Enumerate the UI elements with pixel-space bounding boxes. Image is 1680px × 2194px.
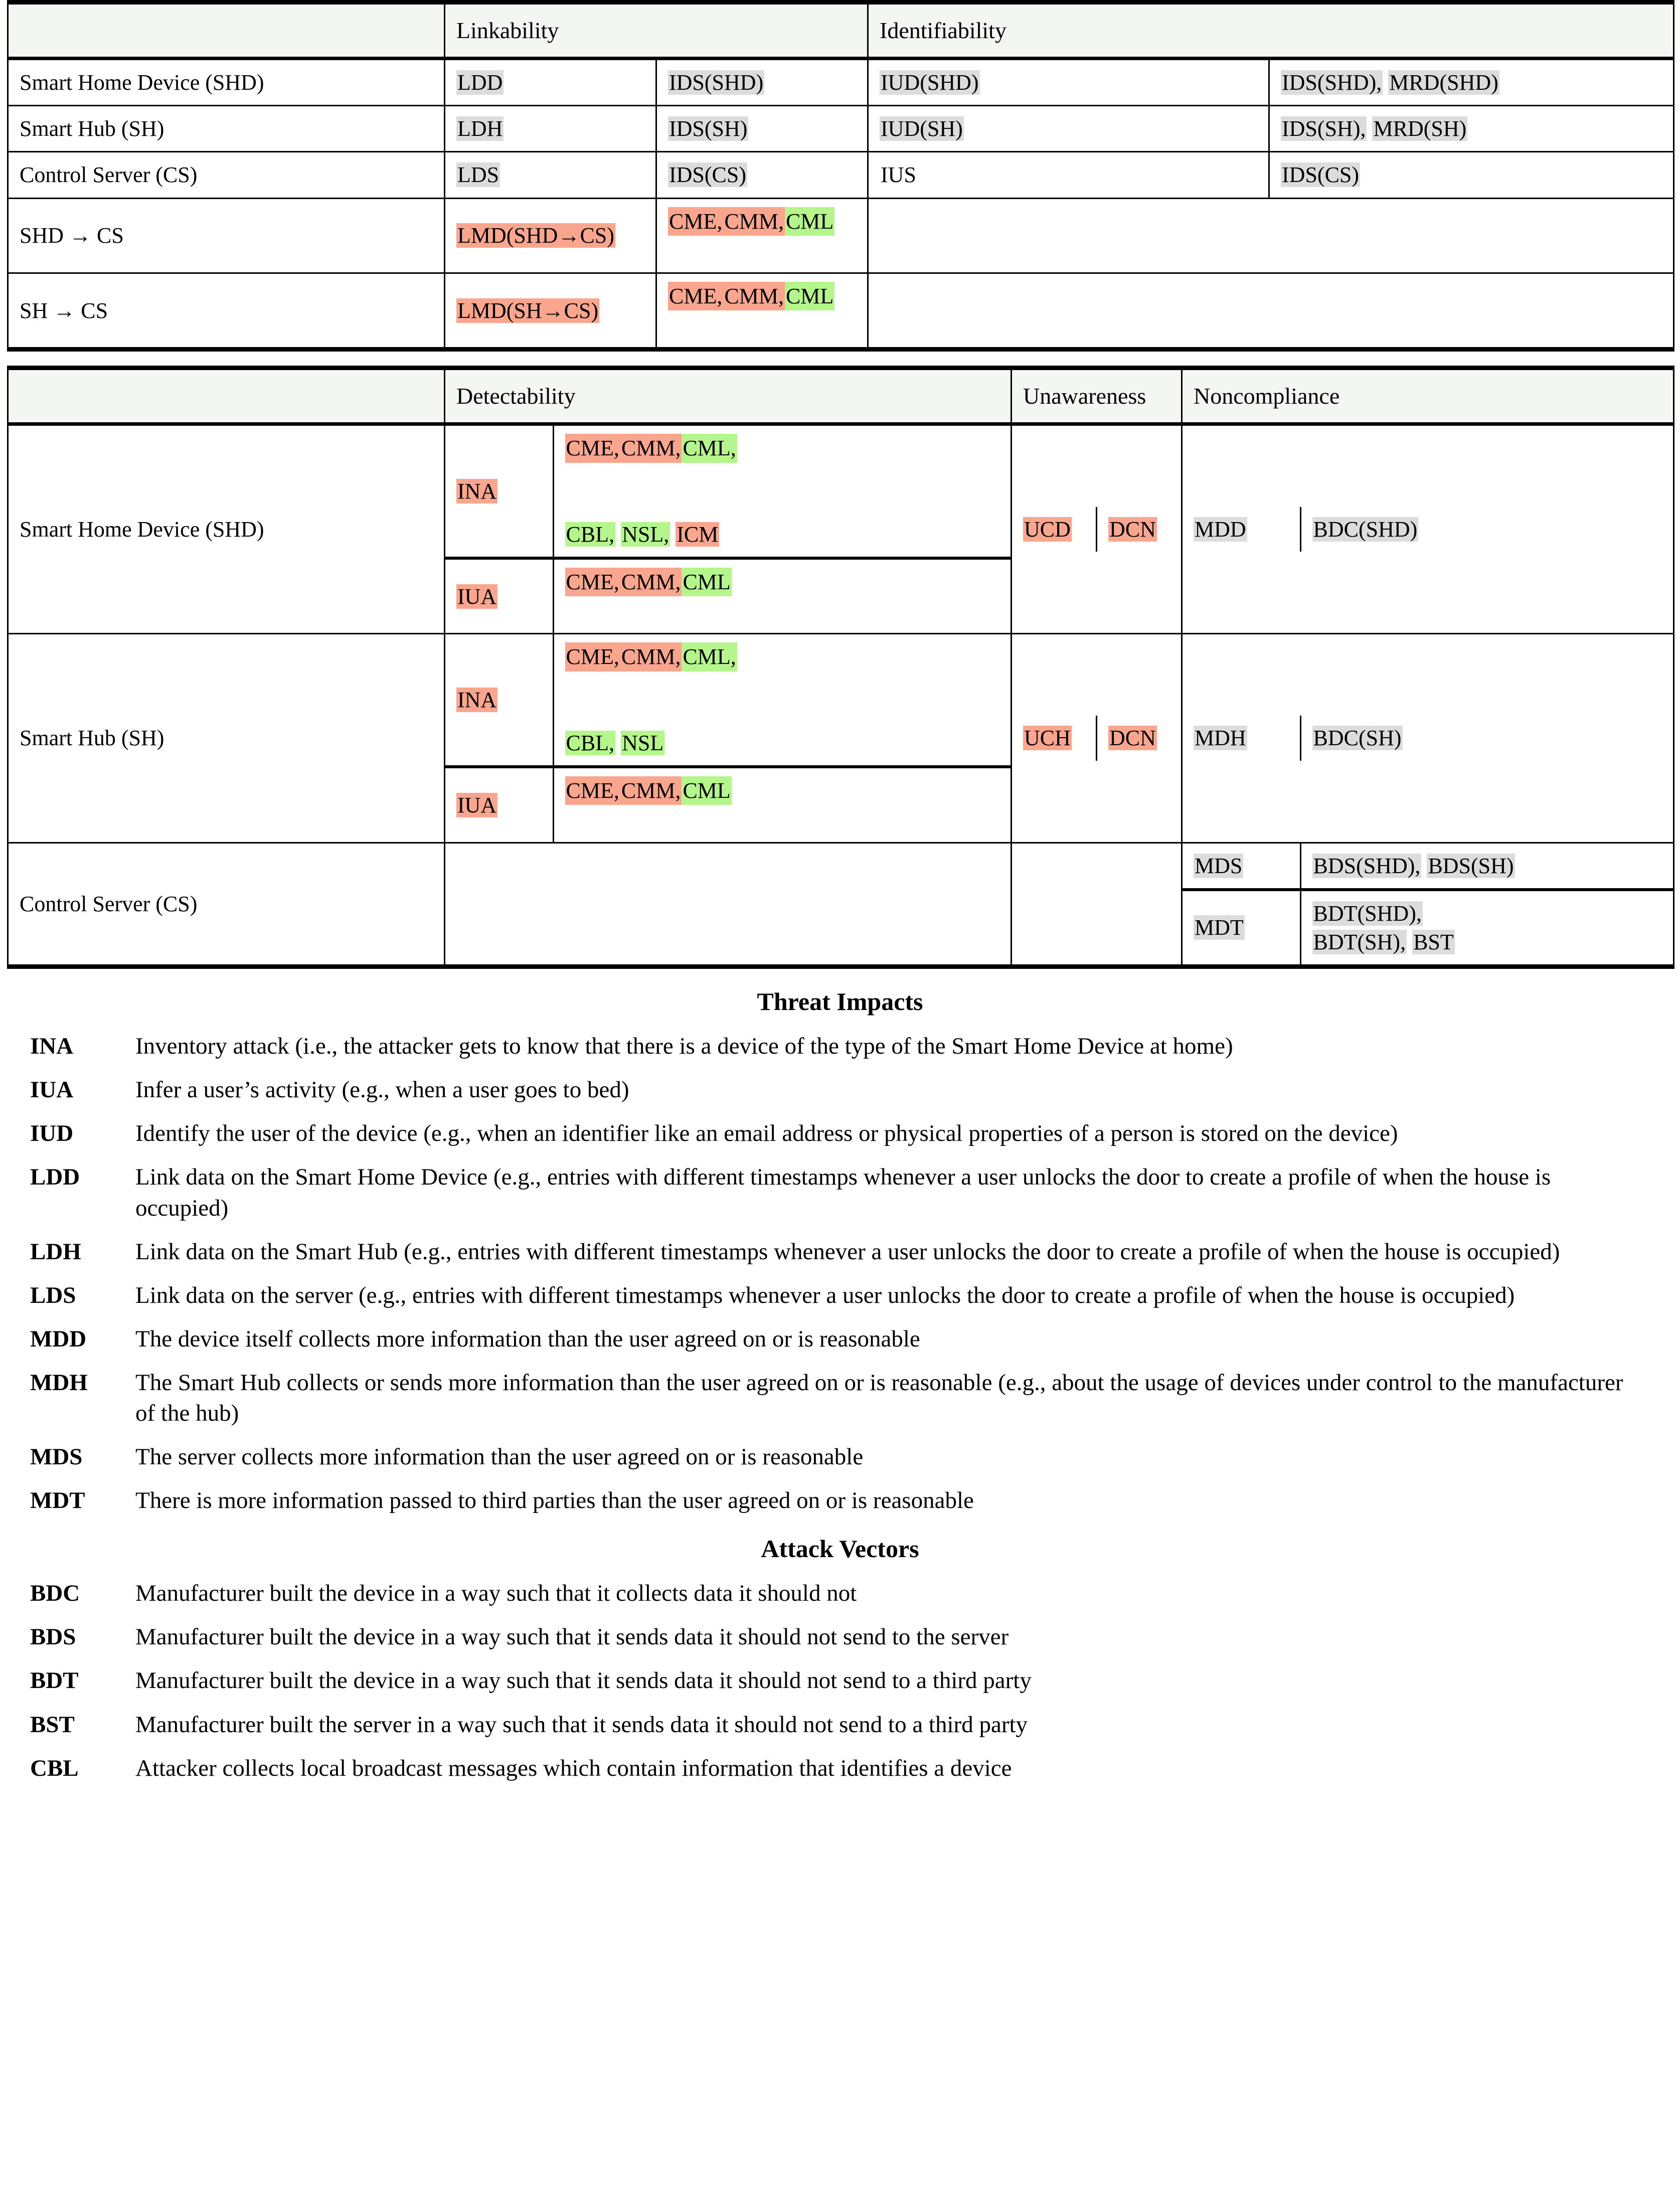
- detectability-cell: [445, 424, 1012, 634]
- code-token: ICM: [677, 522, 719, 547]
- threat-impact-description: The device itself collects more information than the user agreed on or is reasonable: [135, 1325, 920, 1352]
- code-token: IUS: [881, 162, 916, 188]
- row-label: Smart Home Device (SHD): [8, 59, 445, 106]
- definition-row: [30, 1578, 1666, 1609]
- code-token-line: [565, 568, 1000, 625]
- code-token: CME,: [565, 434, 620, 462]
- definition-row: [30, 1368, 1666, 1429]
- code-token: MDS: [1195, 853, 1243, 878]
- threat-impact-code: IUA: [30, 1077, 74, 1103]
- code-token: CMM,: [620, 434, 682, 462]
- code-token-line: [565, 434, 1000, 491]
- table-subrow: [1012, 716, 1181, 760]
- table-row: [8, 634, 1674, 842]
- definition-row: [30, 1753, 1666, 1784]
- detectability-impact-cell: [445, 634, 553, 767]
- detectability-impact-cell: [445, 426, 553, 558]
- code-token: CMM,: [723, 282, 785, 310]
- code-token: BDT(SH),: [1313, 929, 1406, 954]
- attack-vector-code: BDS: [30, 1624, 76, 1650]
- attack-vector-description: Manufacturer built the device in a way such that it sends data it should not send to the server: [135, 1624, 1009, 1650]
- code-token: MRD(SHD): [1389, 70, 1498, 95]
- unawareness-cell: [1012, 634, 1182, 842]
- threat-impact-description: There is more information passed to third parties than the user agreed on or is reasonable: [135, 1487, 974, 1514]
- header-group-unawareness: Unawareness: [1012, 368, 1182, 424]
- code-token: NSL: [622, 731, 664, 755]
- threat-impact-description: Link data on the server (e.g., entries with different timestamps whenever a user unlocks the door to create a profile of when the house is occupied): [135, 1282, 1515, 1308]
- identifiability-empty-cell: [868, 273, 1674, 349]
- code-token: INA: [457, 688, 497, 713]
- table-subrow: [1183, 507, 1673, 552]
- table-header-row: [8, 368, 1674, 424]
- definition-row: [30, 1324, 1666, 1355]
- code-token: MRD(SH): [1373, 116, 1467, 141]
- code-token: IUA: [457, 584, 497, 609]
- code-token: IDS(SHD): [669, 70, 764, 95]
- attack-vector-code: BST: [30, 1711, 75, 1738]
- table-subrow: [1183, 890, 1673, 964]
- code-token: BDT(SHD),: [1313, 901, 1422, 926]
- linkability-impact-cell: [445, 198, 656, 273]
- unawareness-cell: [1012, 842, 1182, 967]
- threat-impact-code: LDH: [30, 1238, 81, 1265]
- row-label: Smart Hub (SH): [8, 106, 445, 152]
- definition-row: [30, 1622, 1666, 1652]
- detectability-vectors-cell: [553, 426, 1011, 558]
- nested-subrow-table: [445, 426, 1011, 633]
- code-token: CMM,: [620, 776, 682, 805]
- noncompliance-impact-cell: [1183, 507, 1300, 552]
- nested-subrow-table: [1012, 716, 1181, 760]
- code-token: NSL,: [622, 522, 669, 547]
- code-token-line: [668, 282, 856, 339]
- code-token: CME,: [565, 568, 620, 596]
- linkability-impact-cell: [445, 106, 656, 152]
- code-token: CML: [785, 282, 834, 310]
- identifiability-impact-cell: [868, 152, 1269, 198]
- linkability-vectors-cell: [656, 152, 868, 198]
- table-row: [8, 59, 1674, 106]
- noncompliance-impact-cell: [1183, 843, 1300, 890]
- threat-impact-description: Link data on the Smart Home Device (e.g., entries with different timestamps whenever a user unlocks the door to create a profile of when the house is occupied): [135, 1164, 1551, 1221]
- threat-impact-code: MDT: [30, 1487, 85, 1514]
- detectability-vectors-cell: [553, 767, 1011, 841]
- code-token: DCN: [1109, 517, 1156, 542]
- threat-impact-description: Link data on the Smart Hub (e.g., entries with different timestamps whenever a user unlocks the door to create a profile of when the house is occupied): [135, 1238, 1560, 1265]
- code-token: INA: [457, 479, 497, 504]
- code-token: CME,: [668, 207, 723, 236]
- header-group-detectability: Detectability: [445, 368, 1012, 424]
- table-row: [8, 106, 1674, 152]
- header-group-linkability: Linkability: [445, 3, 868, 59]
- definition-row: [30, 1665, 1666, 1696]
- threat-impact-code: INA: [30, 1033, 74, 1060]
- nested-subrow-table: [1183, 716, 1673, 760]
- row-label: SH → CS: [8, 273, 445, 349]
- code-token: BDC(SHD): [1313, 517, 1418, 542]
- linkability-vectors-cell: [656, 59, 868, 106]
- code-token: IUD(SHD): [881, 70, 979, 95]
- threat-impact-code: LDD: [30, 1164, 80, 1191]
- code-token: MDH: [1195, 726, 1246, 751]
- nested-subrow-table: [445, 634, 1011, 841]
- code-token: CML: [682, 568, 731, 596]
- code-token: IDS(SHD),: [1282, 70, 1382, 95]
- code-token-line: [565, 642, 1000, 700]
- definition-row: [30, 1031, 1666, 1062]
- identifiability-vectors-cell: [1269, 59, 1674, 106]
- detectability-unawareness-noncompliance-table: [7, 366, 1674, 969]
- threat-impact-code: IUD: [30, 1120, 74, 1147]
- detectability-impact-cell: [445, 558, 553, 633]
- code-token: LDS: [457, 162, 499, 188]
- definition-row: [30, 1442, 1666, 1472]
- unawareness-impact-cell: [1012, 716, 1097, 760]
- table-row: [8, 842, 1674, 967]
- code-token: CBL,: [566, 522, 615, 547]
- unawareness-cell: [1012, 424, 1182, 634]
- table-subrow: [1183, 843, 1673, 890]
- unawareness-impact-cell: [1012, 507, 1097, 552]
- code-token: LDD: [457, 70, 503, 95]
- table-subrow: [445, 558, 1011, 633]
- header-group-noncompliance: Noncompliance: [1182, 368, 1674, 424]
- threat-impact-description: The server collects more information than the user agreed on or is reasonable: [135, 1444, 864, 1470]
- code-token-line: [668, 207, 856, 264]
- noncompliance-vectors-cell: [1300, 507, 1673, 552]
- table-subrow: [445, 767, 1011, 841]
- threat-impact-description: Inventory attack (i.e., the attacker gets to know that there is a device of the type of the Smart Home Device at home): [135, 1033, 1233, 1060]
- attack-vector-code: BDC: [30, 1580, 80, 1607]
- code-token: CME,: [668, 282, 723, 310]
- noncompliance-cell: [1182, 634, 1674, 842]
- definition-row: [30, 1280, 1666, 1311]
- threat-impacts-title: Threat Impacts: [757, 987, 923, 1016]
- code-token: CMM,: [620, 568, 682, 596]
- row-label: SHD → CS: [8, 198, 445, 273]
- code-token: UCD: [1024, 517, 1071, 542]
- nested-subrow-table: [1183, 507, 1673, 552]
- attack-vectors-title: Attack Vectors: [761, 1535, 919, 1563]
- attack-vectors-list: [30, 1578, 1666, 1783]
- attack-vector-description: Attacker collects local broadcast messages which contain information that identifies a device: [135, 1755, 1012, 1781]
- linkability-impact-cell: [445, 152, 656, 198]
- linkability-impact-cell: [445, 59, 656, 106]
- unawareness-vectors-cell: [1097, 716, 1182, 760]
- code-token: CMM,: [620, 642, 682, 671]
- code-token-line: [565, 776, 1000, 833]
- code-token: BDS(SHD),: [1313, 853, 1421, 878]
- linkability-identifiability-table: [7, 0, 1674, 352]
- code-token: CBL,: [566, 731, 615, 755]
- definition-row: [30, 1485, 1666, 1516]
- linkability-vectors-cell: [656, 273, 868, 349]
- attack-vector-code: BDT: [30, 1667, 79, 1694]
- code-token: CME,: [565, 642, 620, 671]
- threat-impact-description: The Smart Hub collects or sends more information than the user agreed on or is reasonable (e.g., about the usage of devices under control to the manufacturer of the hub): [135, 1369, 1623, 1426]
- linkability-vectors-cell: [656, 198, 868, 273]
- identifiability-vectors-cell: [1269, 106, 1674, 152]
- attack-vector-code: CBL: [30, 1755, 79, 1781]
- code-token: CML: [785, 207, 834, 236]
- code-token: BST: [1413, 929, 1454, 954]
- code-token: MDD: [1195, 517, 1246, 542]
- noncompliance-vectors-cell: [1300, 843, 1673, 890]
- linkability-impact-cell: [445, 273, 656, 349]
- nested-subrow-table: [1183, 843, 1673, 965]
- row-label: Smart Hub (SH): [8, 634, 445, 842]
- table-row: [8, 152, 1674, 198]
- code-token: IUD(SH): [881, 116, 963, 141]
- definition-row: [30, 1118, 1666, 1149]
- table-subrow: [445, 426, 1011, 558]
- table-row: [8, 424, 1674, 634]
- identifiability-vectors-cell: [1269, 152, 1674, 198]
- noncompliance-impact-cell: [1183, 890, 1300, 964]
- threat-impact-code: MDH: [30, 1369, 88, 1396]
- code-token: CML,: [682, 642, 737, 671]
- code-token: CML,: [682, 434, 737, 462]
- noncompliance-impact-cell: [1183, 716, 1300, 760]
- detectability-cell: [445, 842, 1012, 967]
- linkability-vectors-cell: [656, 106, 868, 152]
- table-subrow: [445, 634, 1011, 767]
- definition-row: [30, 1710, 1666, 1740]
- row-label: Control Server (CS): [8, 152, 445, 198]
- threat-impact-description: Infer a user’s activity (e.g., when a user goes to bed): [135, 1077, 629, 1103]
- definition-row: [30, 1075, 1666, 1105]
- code-token: CMM,: [723, 207, 785, 236]
- threat-impact-code: LDS: [30, 1282, 76, 1308]
- identifiability-empty-cell: [868, 198, 1674, 273]
- code-token: BDS(SH): [1428, 853, 1514, 878]
- header-corner-cell: [8, 3, 445, 59]
- attack-vector-description: Manufacturer built the device in a way such that it sends data it should not send to a third party: [135, 1667, 1032, 1694]
- noncompliance-vectors-cell: [1300, 716, 1673, 760]
- code-token: LMD(SH→CS): [457, 298, 599, 323]
- detectability-cell: [445, 634, 1012, 842]
- code-token: UCH: [1024, 726, 1071, 751]
- code-token: IDS(CS): [669, 162, 747, 188]
- noncompliance-cell: [1182, 842, 1674, 967]
- threat-impact-code: MDS: [30, 1444, 83, 1470]
- row-label: Smart Home Device (SHD): [8, 424, 445, 634]
- noncompliance-cell: [1182, 424, 1674, 634]
- code-token: MDT: [1195, 915, 1244, 940]
- definition-row: [30, 1237, 1666, 1267]
- threat-impact-description: Identify the user of the device (e.g., when an identifier like an email address or physical properties of a person is stored on the device): [135, 1120, 1398, 1147]
- header-group-identifiability: Identifiability: [868, 3, 1674, 59]
- attack-vector-description: Manufacturer built the device in a way such that it collects data it should not: [135, 1580, 857, 1607]
- table-row: [8, 273, 1674, 349]
- table-subrow: [1183, 716, 1673, 760]
- identifiability-impact-cell: [868, 106, 1269, 152]
- detectability-vectors-cell: [553, 558, 1011, 633]
- code-token: IDS(CS): [1282, 162, 1360, 188]
- table-header-row: [8, 3, 1674, 59]
- definition-row: [30, 1162, 1666, 1223]
- code-token: IUA: [457, 792, 497, 817]
- row-label: Control Server (CS): [8, 842, 445, 967]
- identifiability-impact-cell: [868, 59, 1269, 106]
- code-token: CML: [682, 776, 731, 805]
- threat-impact-code: MDD: [30, 1325, 87, 1352]
- threat-impacts-list: [30, 1031, 1666, 1516]
- header-corner-cell: [8, 368, 445, 424]
- nested-subrow-table: [1012, 507, 1181, 552]
- code-token: DCN: [1109, 726, 1156, 751]
- table-row: [8, 198, 1674, 273]
- table-subrow: [1012, 507, 1181, 552]
- code-token: CME,: [565, 776, 620, 805]
- noncompliance-vectors-cell: [1300, 890, 1673, 964]
- code-token: LMD(SHD→CS): [457, 223, 614, 248]
- attack-vector-description: Manufacturer built the server in a way such that it sends data it should not send to a third party: [135, 1711, 1028, 1738]
- code-token: IDS(SH): [669, 116, 748, 141]
- detectability-impact-cell: [445, 767, 553, 841]
- detectability-vectors-cell: [553, 634, 1011, 767]
- code-token: IDS(SH),: [1282, 116, 1366, 141]
- code-token: BDC(SH): [1313, 726, 1402, 751]
- unawareness-vectors-cell: [1097, 507, 1182, 552]
- code-token: LDH: [457, 116, 503, 141]
